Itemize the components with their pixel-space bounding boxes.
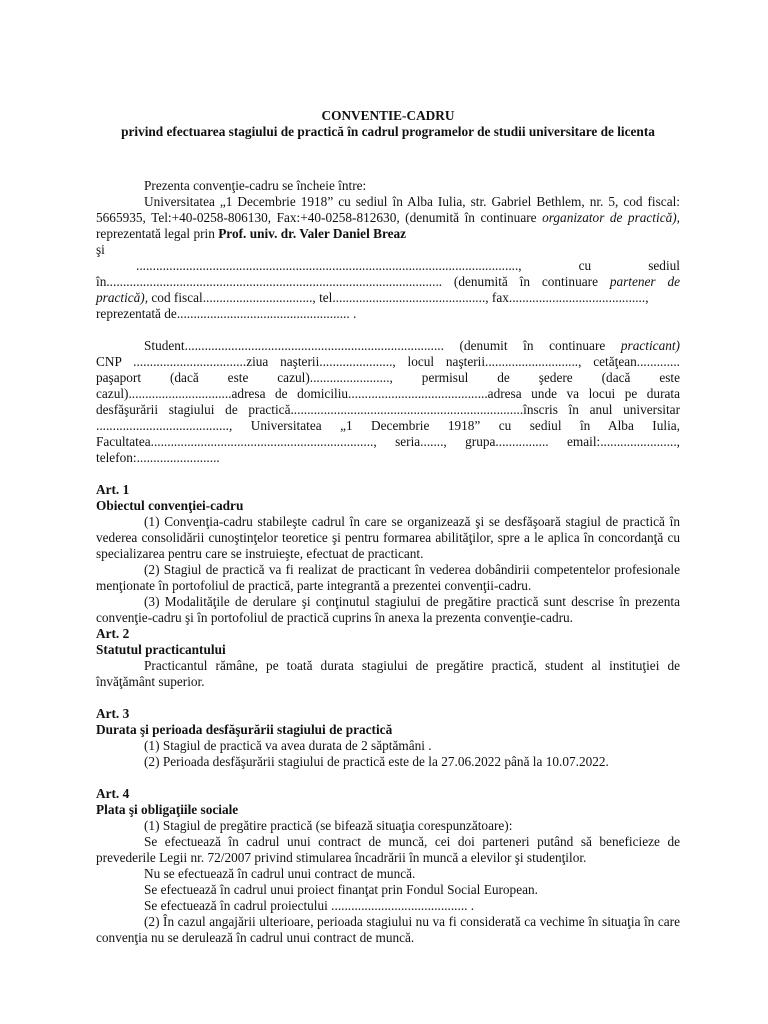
partner-paragraph <box>96 274 680 306</box>
student-line-5: desfăşurării stagiului de practică......................................................................înscris în anul universitar <box>96 402 680 417</box>
article-number: Art. 4 <box>96 786 130 801</box>
article-2 <box>96 626 680 690</box>
document-body <box>96 108 680 946</box>
partner-line-3: cod fiscal................................., tel.............................................., fax........................................., <box>148 290 649 305</box>
and-word: şi <box>96 242 105 257</box>
parties-intro: Prezenta convenţie-cadru se încheie între: <box>144 178 367 193</box>
student-line-1 <box>96 338 680 354</box>
university-rep-prefix: reprezentată legal prin <box>96 226 219 241</box>
article-paragraph: (1) Stagiul de practică va avea durata de 2 săptămâni . <box>144 738 432 753</box>
partner-role: partener de practică), <box>96 274 680 305</box>
student-line-7: Facultatea..................................................................., seria......., grupa................ email:......................., <box>96 434 680 449</box>
spacer <box>96 322 680 338</box>
student-line-3: paşaport (dacă este cazul)........................, permisul de şedere (dacă este <box>96 370 680 385</box>
university-representative: Prof. univ. dr. Valer Daniel Breaz <box>218 226 407 241</box>
article-paragraph: (1) Stagiul de pregătire practică (se bifează situaţia corespunzătoare): <box>144 818 513 833</box>
article-option: Se efectuează în cadrul unui contract de muncă, cei doi parteneri putând să beneficieze de prevederile Legii nr. 72/2007 privind stimularea încadrării în muncă a elevilor şi studenţilor. <box>96 834 680 865</box>
university-paragraph <box>96 194 680 242</box>
student-line-2: CNP ..................................ziua naşterii......................, locul naşterii............................, cetăţean............. <box>96 354 680 369</box>
article-number: Art. 3 <box>96 706 130 721</box>
university-role: organizator de practică), <box>542 210 680 225</box>
article-option: Se efectuează în cadrul proiectului ......................................... . <box>144 898 475 913</box>
article-paragraph: (2) Stagiul de practică va fi realizat de practicant în vederea dobândirii competentelor profesionale menţionate în portofoliul de practică, parte integrantă a prezentei convenţii-cadru. <box>96 562 680 593</box>
article-paragraph: Practicantul rămâne, pe toată durata stagiului de pregătire practică, student al instituţiei de învăţământ superior. <box>96 658 680 689</box>
student-role: practicant) <box>620 338 680 353</box>
document-subtitle: privind efectuarea stagiului de practică în cadrul programelor de studii universitare de licenta <box>121 124 655 139</box>
article-title: Plata şi obligaţiile sociale <box>96 802 239 817</box>
article-title: Obiectul convenţiei-cadru <box>96 498 244 513</box>
partner-line-2: în..................................................................................................... (denumită în continuare <box>96 274 610 289</box>
article-1 <box>96 482 680 626</box>
partner-representative-line: reprezentată de.................................................... . <box>96 306 357 321</box>
article-title: Statutul practicantului <box>96 642 226 657</box>
student-section <box>96 338 680 466</box>
article-option: Se efectuează în cadrul unui proiect finanţat prin Fondul Social European. <box>144 882 538 897</box>
article-title: Durata şi perioada desfăşurării stagiului de practică <box>96 722 393 737</box>
parties-section <box>96 178 680 322</box>
article-number: Art. 2 <box>96 626 130 641</box>
article-option: Nu se efectuează în cadrul unui contract de muncă. <box>144 866 416 881</box>
article-4 <box>96 786 680 946</box>
article-number: Art. 1 <box>96 482 130 497</box>
spacer <box>96 466 680 482</box>
student-line-6: ........................................, Universitatea „1 Decembrie 1918” cu sediul în Alba Iulia, <box>96 418 680 433</box>
student-line-1-text: Student.............................................................................. (denumit în continuare <box>144 338 621 353</box>
spacer <box>96 770 680 786</box>
student-line-4: cazul)...............................adresa de domiciliu..........................................adresa unde va locui pe durata <box>96 386 680 401</box>
article-paragraph: (3) Modalităţile de derulare şi conţinutul stagiului de pregătire practică sunt descrise în prezenta convenţie-cadru şi în portofoliul de practică cuprins în anexa la prezenta convenţie-cadru. <box>96 594 680 625</box>
article-paragraph: (2) Perioada desfăşurării stagiului de practică este de la 27.06.2022 până la 10.07.2022. <box>144 754 609 769</box>
student-line-8: telefon:......................... <box>96 450 220 465</box>
article-3 <box>96 706 680 770</box>
article-paragraph: (1) Convenţia-cadru stabileşte cadrul în care se organizează şi se desfăşoară stagiul de practică în vederea consolidării cunoştinţelor teoretice şi pentru formarea abilităţilor, spre a le aplica în concordanţă cu specializarea pentru care se instruieşte, efectuat de practicant. <box>96 514 680 561</box>
partner-line-1: ..................................................................................................................., cu sediul <box>136 258 680 273</box>
university-text: Universitatea „1 Decembrie 1918” cu sediul în Alba Iulia, str. Gabriel Bethlem, nr. 5, cod fiscal: 5665935, Tel:+40-0258-806130, Fax:+40-0258-812630, (denumită în continuare <box>96 194 680 225</box>
document-title: CONVENTIE-CADRU <box>321 108 455 123</box>
article-paragraph: (2) În cazul angajării ulterioare, perioada stagiului nu va fi considerată ca vechime în situaţia în care convenţia nu se derulează în cadrul unui contract de muncă. <box>96 914 680 945</box>
spacer <box>96 690 680 706</box>
